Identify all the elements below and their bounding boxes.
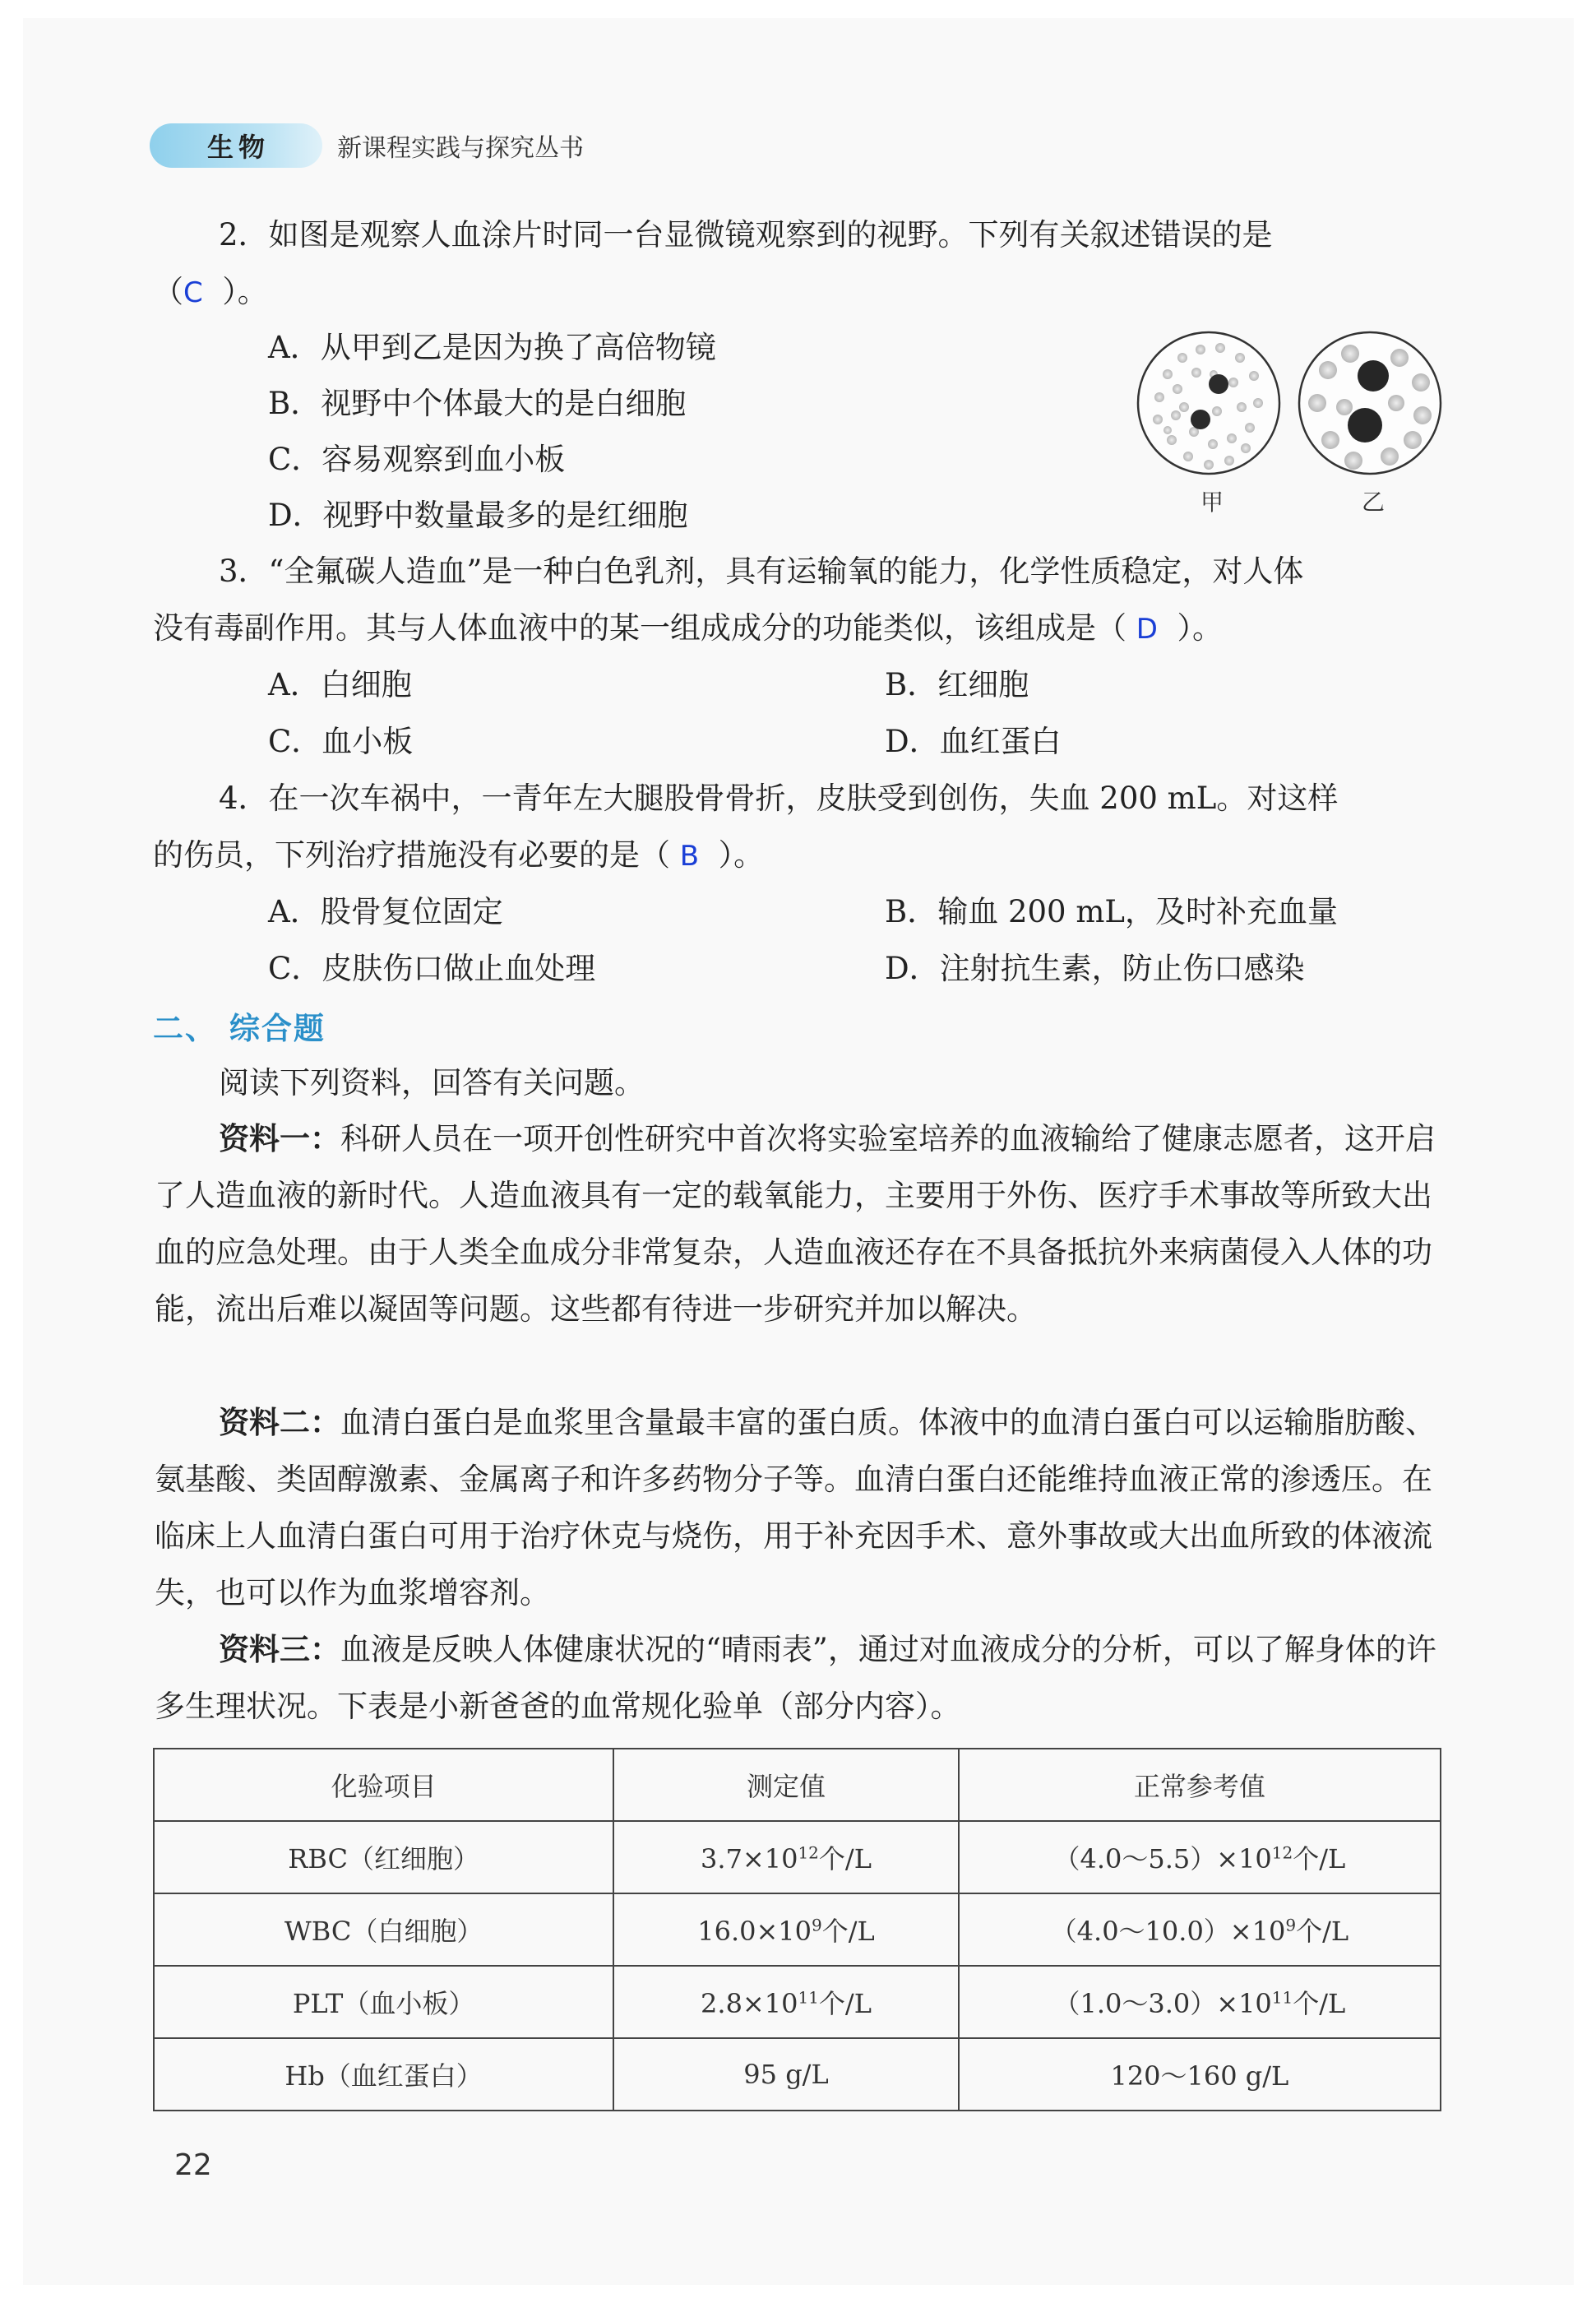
table-cell-measured: $16.0\times 10^9$个/L bbox=[613, 1893, 959, 1966]
page-header bbox=[150, 122, 584, 169]
subject-badge: 生物 bbox=[150, 123, 322, 168]
material-1-text: 科研人员在一项开创性研究中首次将实验室培养的血液输给了健康志愿者，这开启了人造血液的新时代。人造血液具有一定的载氧能力，主要用于外伤、医疗手术事故等所致大出血的应急处理。由于人类全血成分非常复杂，人造血液还存在不具备抵抗外来病菌侵入人体的功能，流出后难以凝固等问题。这些都有待进一步研究并加以解决。 bbox=[155, 1121, 1436, 1327]
table-cell-item: RBC（红细胞） bbox=[154, 1821, 613, 1893]
q4-option-d: D．注射抗生素，防止伤口感染 bbox=[885, 951, 1305, 986]
table-cell-item: WBC（白细胞） bbox=[154, 1893, 613, 1966]
q4-stem-2: 的伤员，下列治疗措施没有必要的是（ B ）。 bbox=[153, 837, 765, 873]
q2-option-c: C．容易观察到血小板 bbox=[268, 442, 566, 477]
table-header-row bbox=[154, 1749, 1441, 1821]
material-2-label: 资料二： bbox=[219, 1404, 340, 1440]
figure-label-yi: 乙 bbox=[1362, 489, 1386, 514]
table-cell-reference: $(4.0\sim 10.0)\times 10^9$个/L bbox=[959, 1893, 1441, 1966]
q4-stem-1: 4．在一次车祸中，一青年左大腿股骨骨折，皮肤受到创伤，失血 200 mL。对这样 bbox=[219, 781, 1339, 816]
q2-option-d: D．视野中数量最多的是红细胞 bbox=[268, 498, 688, 533]
q2-option-a: A．从甲到乙是因为换了高倍物镜 bbox=[268, 330, 716, 365]
table-row bbox=[154, 2038, 1441, 2111]
q4-answer: B bbox=[679, 840, 700, 873]
material-3-text: 血液是反映人体健康状况的“晴雨表”，通过对血液成分的分析，可以了解身体的许多生理状况。下表是小新爸爸的血常规化验单（部分内容）。 bbox=[155, 1632, 1436, 1724]
q2-option-b: B．视野中个体最大的是白细胞 bbox=[268, 386, 687, 421]
q3-answer: D bbox=[1136, 613, 1158, 646]
material-2-text: 血清白蛋白是血浆里含量最丰富的蛋白质。体液中的血清白蛋白可以运输脂肪酸、氨基酸、类固醇激素、金属离子和许多药物分子等。血清白蛋白还能维持血液正常的渗透压。在临床上人血清白蛋白可用于治疗休克与烧伤，用于补充因手术、意外事故或大出血所致的体液流失，也可以作为血浆增容剂。 bbox=[155, 1405, 1436, 1610]
material-1 bbox=[155, 1110, 1441, 1337]
table-cell-measured: $3.7\times 10^{12}$个/L bbox=[613, 1821, 959, 1893]
table-cell-item: Hb（血红蛋白） bbox=[154, 2038, 613, 2111]
page-number: 22 bbox=[174, 2148, 212, 2182]
q3-stem-1: 3．“全氟碳人造血”是一种白色乳剂，具有运输氧的能力，化学性质稳定，对人体 bbox=[219, 554, 1304, 589]
material-2 bbox=[155, 1394, 1441, 1621]
table-cell-measured: 95 g/L bbox=[613, 2038, 959, 2111]
q3-option-b: B．红细胞 bbox=[885, 667, 1029, 702]
q3-option-c: C．血小板 bbox=[268, 724, 414, 759]
table-row bbox=[154, 1893, 1441, 1966]
table-cell-reference: 120～160 g/L bbox=[959, 2038, 1441, 2111]
table-row bbox=[154, 1821, 1441, 1893]
white-blood-cell-yi-1 bbox=[1358, 360, 1389, 392]
microscope-views-figure bbox=[1135, 325, 1447, 514]
series-title: 新课程实践与探究丛书 bbox=[337, 134, 584, 163]
q3-option-d: D．血红蛋白 bbox=[885, 724, 1062, 759]
table-header-item: 化验项目 bbox=[154, 1749, 613, 1821]
white-blood-cell-jia-1 bbox=[1209, 374, 1228, 394]
table-cell-reference: $(4.0\sim 5.5)\times 10^{12}$个/L bbox=[959, 1821, 1441, 1893]
q2-answer: C bbox=[183, 276, 203, 309]
table-row bbox=[154, 1966, 1441, 2038]
table-header-reference: 正常参考值 bbox=[959, 1749, 1441, 1821]
table-cell-reference: $(1.0\sim 3.0)\times 10^{11}$个/L bbox=[959, 1966, 1441, 2038]
section-intro: 阅读下列资料，回答有关问题。 bbox=[219, 1065, 645, 1101]
blood-test-table bbox=[153, 1748, 1441, 2111]
q2-answer-line: （C ）。 bbox=[153, 274, 268, 309]
white-blood-cell-jia-2 bbox=[1191, 410, 1210, 429]
material-3-label: 资料三： bbox=[219, 1631, 340, 1667]
microscope-views-illustration bbox=[1135, 325, 1447, 514]
table-cell-measured: $2.8\times 10^{11}$个/L bbox=[613, 1966, 959, 2038]
figure-label-jia: 甲 bbox=[1200, 489, 1224, 514]
q4-option-b: B．输血 200 mL，及时补充血量 bbox=[885, 894, 1338, 929]
material-3 bbox=[155, 1621, 1441, 1735]
table-cell-item: PLT（血小板） bbox=[154, 1966, 613, 2038]
q4-option-c: C．皮肤伤口做止血处理 bbox=[268, 951, 596, 986]
q4-option-a: A．股骨复位固定 bbox=[268, 894, 503, 929]
table-header-measured: 测定值 bbox=[613, 1749, 959, 1821]
white-blood-cell-yi-2 bbox=[1348, 408, 1382, 443]
section-title: 二、 综合题 bbox=[153, 1011, 326, 1046]
q3-stem-2: 没有毒副作用。其与人体血液中的某一组成成分的功能类似，该组成是（ D ）。 bbox=[153, 610, 1223, 646]
material-1-label: 资料一： bbox=[219, 1120, 340, 1156]
q3-option-a: A．白细胞 bbox=[268, 667, 412, 702]
q2-stem: 2．如图是观察人血涂片时同一台显微镜观察到的视野。下列有关叙述错误的是 bbox=[219, 217, 1273, 253]
